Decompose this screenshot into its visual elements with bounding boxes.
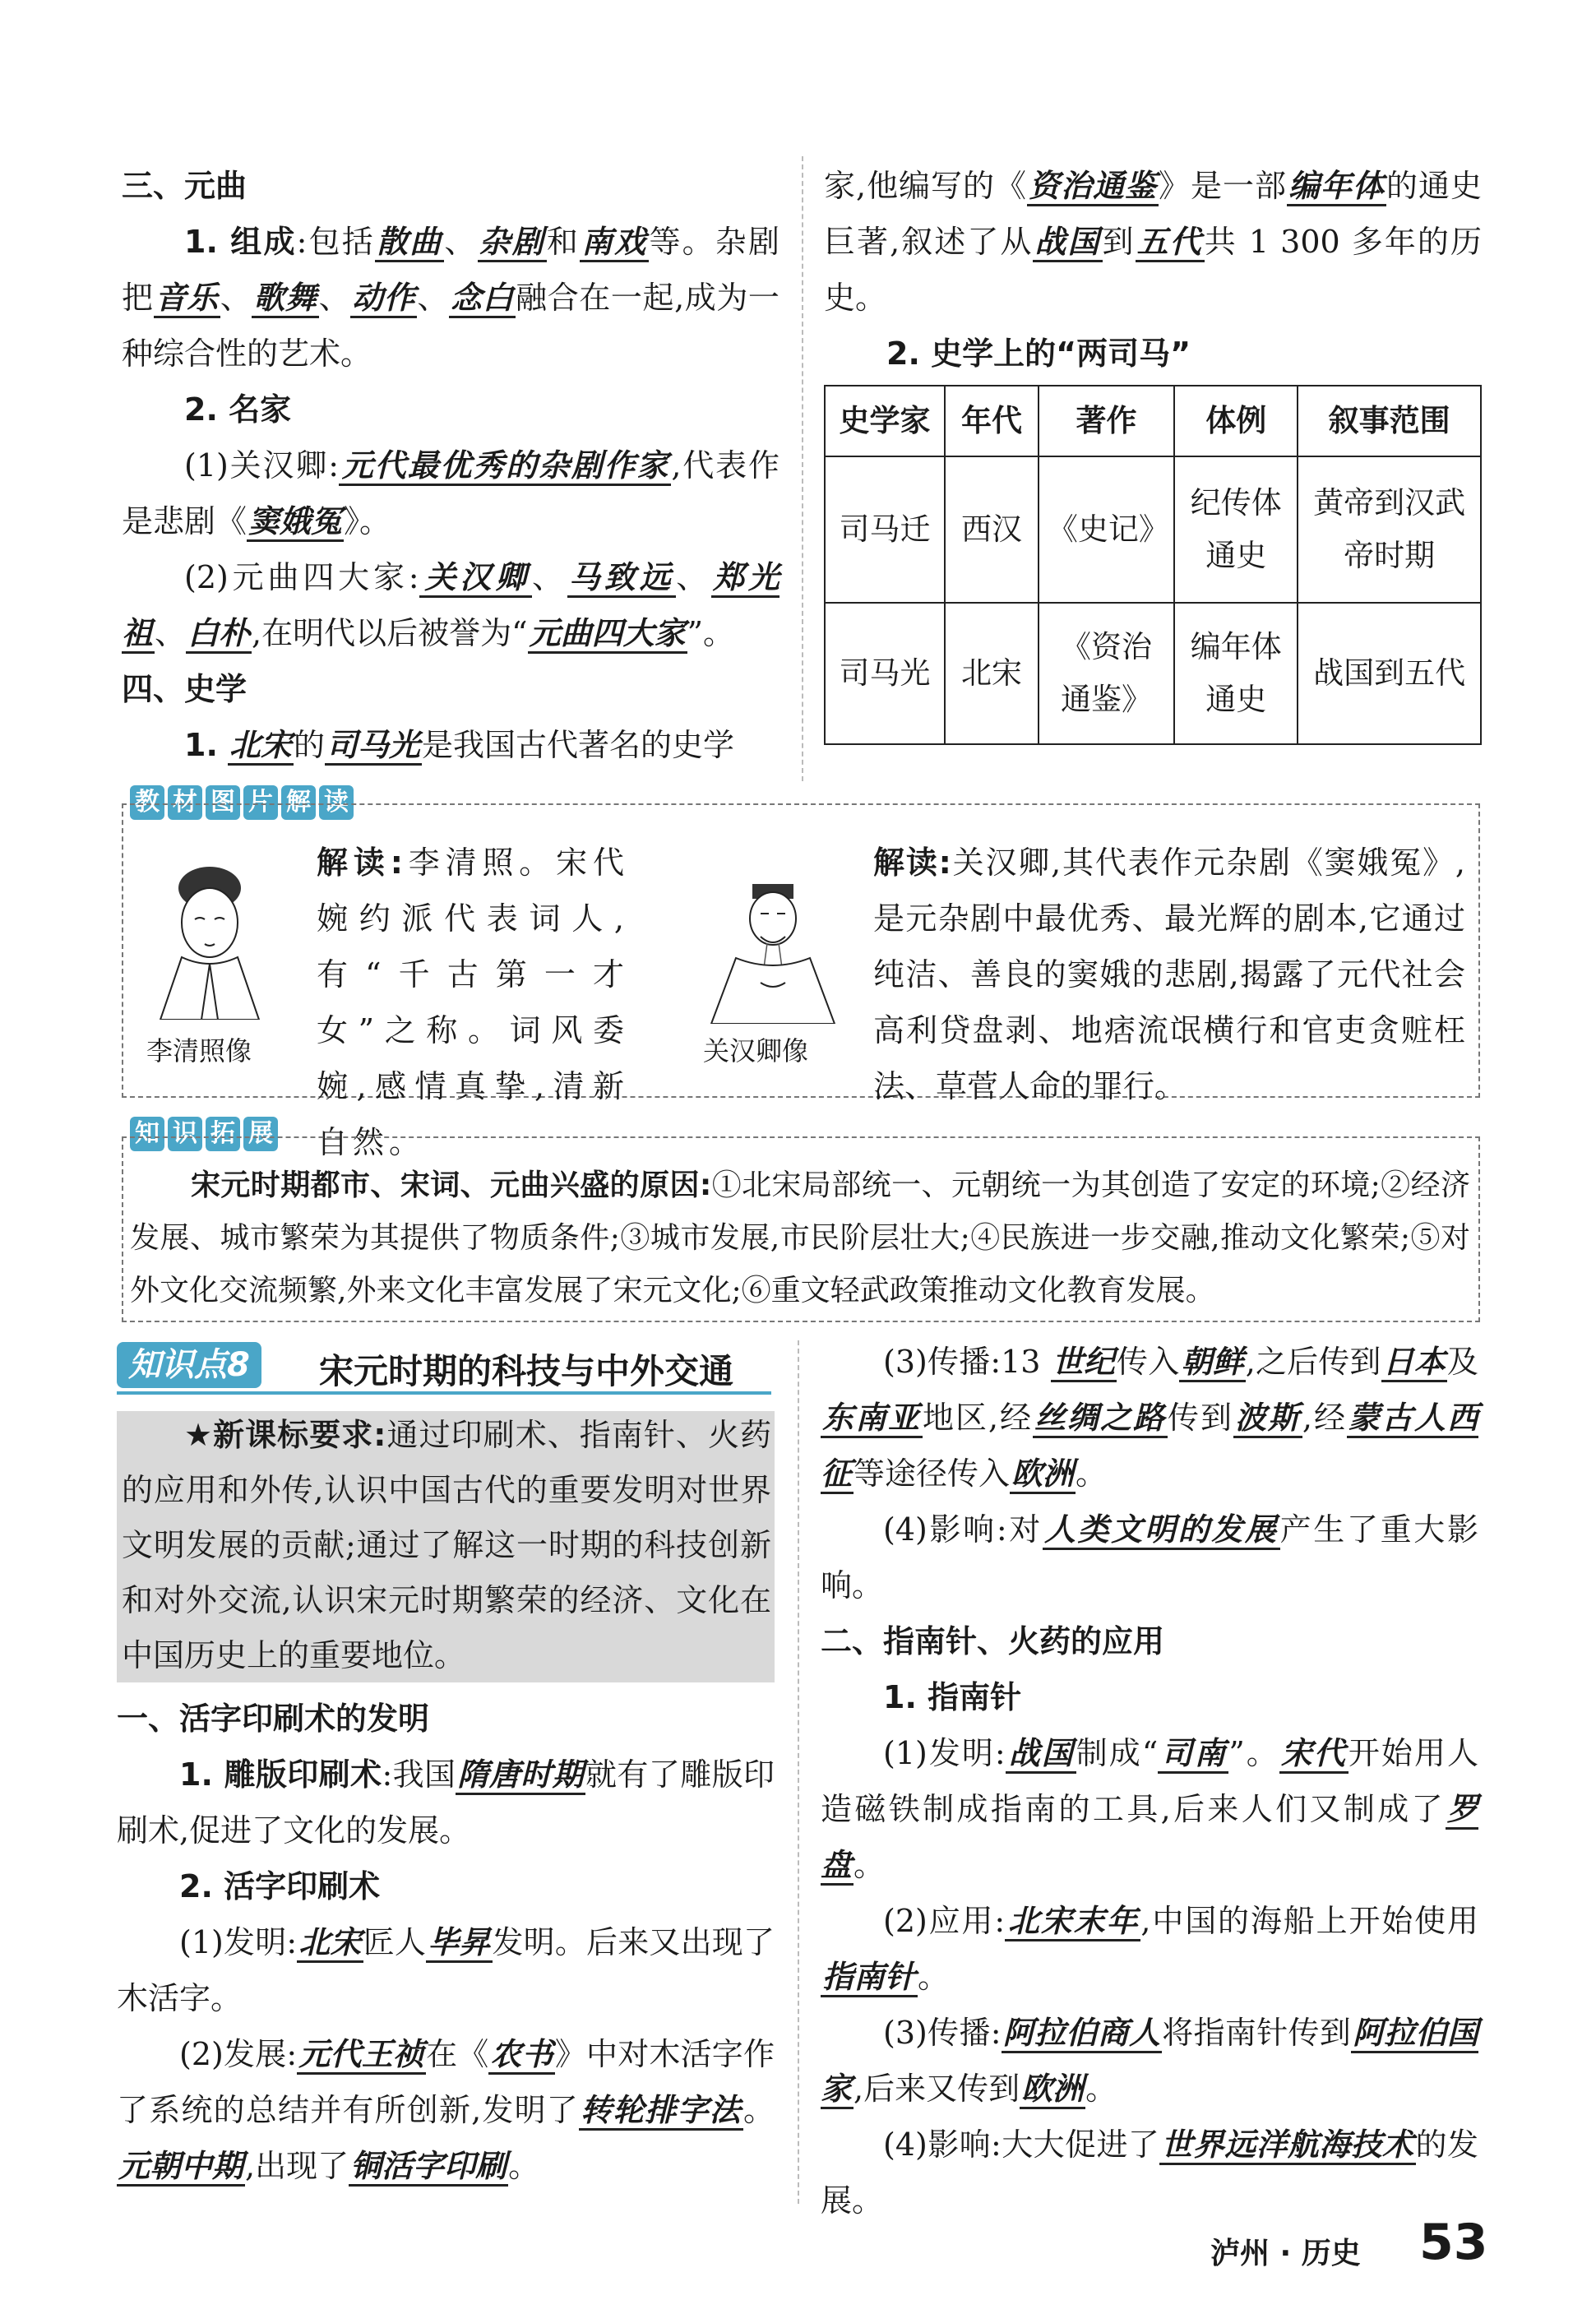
printing-influence: (4)影响:对人类文明的发展产生了重大影响。	[821, 1511, 1478, 1604]
compass-influence: (4)影响:大大促进了世界远洋航海技术的发展。	[821, 2126, 1478, 2219]
tag-char: 识	[168, 1117, 202, 1151]
table-header: 年代	[945, 386, 1039, 456]
compass-spread: (3)传播:阿拉伯商人将指南针传到阿拉伯国家,后来又传到欧洲。	[821, 2005, 1478, 2117]
heading-movable-type: 一、活字印刷术的发明	[117, 1701, 430, 1737]
movable-type-invention: (1)发明:北宋匠人毕昇发明。后来又出现了木活字。	[117, 1923, 775, 2016]
woodblock-printing-entry: 1. 雕版印刷术:我国隋唐时期就有了雕版印刷术,促进了文化的发展。	[117, 1756, 775, 1849]
li-qingzhao-interpretation: 解读:李清照。宋代婉约派代表词人,有“千古第一才女”之称。词风委婉,感情真挚,清新自然。	[317, 845, 629, 1160]
page-number: 53	[1419, 2214, 1488, 2271]
sima-guang-entry: 1. 北宋的司马光是我国古代著名的史学	[122, 717, 779, 773]
column-divider-top	[802, 156, 803, 781]
printing-spread: (3)传播:13 世纪传入朝鲜,之后传到日本及东南亚地区,经丝绸之路传到波斯,经蒙古人西征等途径传入欧洲。	[821, 1334, 1478, 1502]
right-top-column	[824, 158, 1482, 382]
compass-application: (2)应用:北宋末年,中国的海船上开始使用指南针。	[821, 1893, 1478, 2005]
compass-invention: (1)发明:战国制成“司南”。宋代开始用人造磁铁制成指南的工具,后来人们又制成了罗盘。	[821, 1725, 1478, 1893]
tag-char: 读	[319, 785, 354, 820]
li-qingzhao-portrait	[144, 855, 275, 1020]
heading-compass: 1. 指南针	[883, 1679, 1022, 1715]
tag-char: 教	[130, 785, 164, 820]
heading-historiography: 四、史学	[122, 671, 247, 707]
heading-compass-gunpowder: 二、指南针、火药的应用	[821, 1623, 1165, 1659]
movable-type-development: (2)发展:元代王祯在《农书》中对木活字作了系统的总结并有所创新,发明了转轮排字法。元朝中期,出现了铜活字印刷。	[117, 2026, 775, 2194]
column-divider-bottom	[798, 1340, 799, 2204]
tag-char: 材	[168, 785, 202, 820]
printing-section	[117, 1691, 775, 2194]
table-cell: 《资治通鉴》	[1039, 603, 1174, 744]
table-cell: 《史记》	[1039, 456, 1174, 603]
four-masters-entry: (2)元曲四大家:关汉卿、马致远、郑光祖、白朴,在明代以后被誉为“元曲四大家”。	[122, 549, 779, 661]
table-row	[825, 603, 1481, 744]
tag-char: 展	[243, 1117, 278, 1151]
table-header: 叙事范围	[1298, 386, 1481, 456]
table-cell: 战国到五代	[1298, 603, 1481, 744]
heading-two-simas: 2. 史学上的“两司马”	[886, 336, 1191, 372]
table-header: 著作	[1039, 386, 1174, 456]
heading-movable-type-printing: 2. 活字印刷术	[179, 1868, 381, 1904]
kp-title-underline	[117, 1391, 771, 1395]
table-cell: 司马迁	[825, 456, 945, 603]
zizhi-tongjian-entry: 家,他编写的《资治通鉴》是一部编年体的通史巨著,叙述了从战国到五代共 1 300 多年的历史。	[824, 167, 1482, 316]
table-cell: 黄帝到汉武帝时期	[1298, 456, 1481, 603]
knowledge-point-badge: 知识点8	[117, 1342, 261, 1388]
guan-hanqing-interpretation: 解读:关汉卿,其代表作元杂剧《窦娥冤》,是元杂剧中最优秀、最光辉的剧本,它通过纯洁、善良的窦娥的悲剧,揭露了元代社会高利贷盘剥、地痞流氓横行和官吏贪赃枉法、草菅人命的罪行。	[873, 845, 1465, 1104]
table-header-row	[825, 386, 1481, 456]
left-top-column	[122, 158, 779, 773]
knowledge-point-title: 宋元时期的科技与中外交通	[319, 1351, 734, 1391]
guan-hanqing-portrait	[703, 868, 843, 1024]
tag-char: 图	[206, 785, 240, 820]
tag-char: 知	[130, 1117, 164, 1151]
right-bottom-column	[821, 1334, 1478, 2228]
table-cell: 北宋	[945, 603, 1039, 744]
table-cell: 纪传体通史	[1174, 456, 1298, 603]
footer-book-name: 泸州 · 历史	[1210, 2237, 1361, 2270]
two-simas-table	[824, 385, 1482, 745]
tag-char: 片	[243, 785, 278, 820]
li-qingzhao-caption: 李清照像	[146, 1035, 252, 1067]
table-cell: 司马光	[825, 603, 945, 744]
table-cell: 编年体通史	[1174, 603, 1298, 744]
guan-hanqing-caption: 关汉卿像	[703, 1035, 809, 1067]
heading-famous-authors: 2. 名家	[184, 391, 292, 428]
yuanqu-composition: 1. 组成:包括散曲、杂剧和南戏等。杂剧把音乐、歌舞、动作、念白融合在一起,成为一种综合性的艺术。	[122, 223, 779, 372]
table-header: 史学家	[825, 386, 945, 456]
extension-text: 宋元时期都市、宋词、元曲兴盛的原因:①北宋局部统一、元朝统一为其创造了安定的环境;②经济发展、城市繁荣为其提供了物质条件;③城市发展,市民阶层壮大;④民族进一步交融,推动文化繁荣;⑤对外文化交流频繁,外来文化丰富发展了宋元文化;⑥重文轻武政策推动文化教育发展。	[130, 1169, 1470, 1307]
guan-hanqing-entry: (1)关汉卿:元代最优秀的杂剧作家,代表作是悲剧《窦娥冤》。	[122, 437, 779, 549]
table-header: 体例	[1174, 386, 1298, 456]
heading-yuanqu: 三、元曲	[122, 168, 247, 204]
tag-char: 解	[281, 785, 316, 820]
table-row	[825, 456, 1481, 603]
table-cell: 西汉	[945, 456, 1039, 603]
tag-char: 拓	[206, 1117, 240, 1151]
curriculum-requirement-text: ★新课标要求:通过印刷术、指南针、火药的应用和外传,认识中国古代的重要发明对世界文明发展的贡献;通过了解这一时期的科技创新和对外交流,认识宋元时期繁荣的经济、文化在中国历史上的重要地位。	[122, 1417, 771, 1673]
